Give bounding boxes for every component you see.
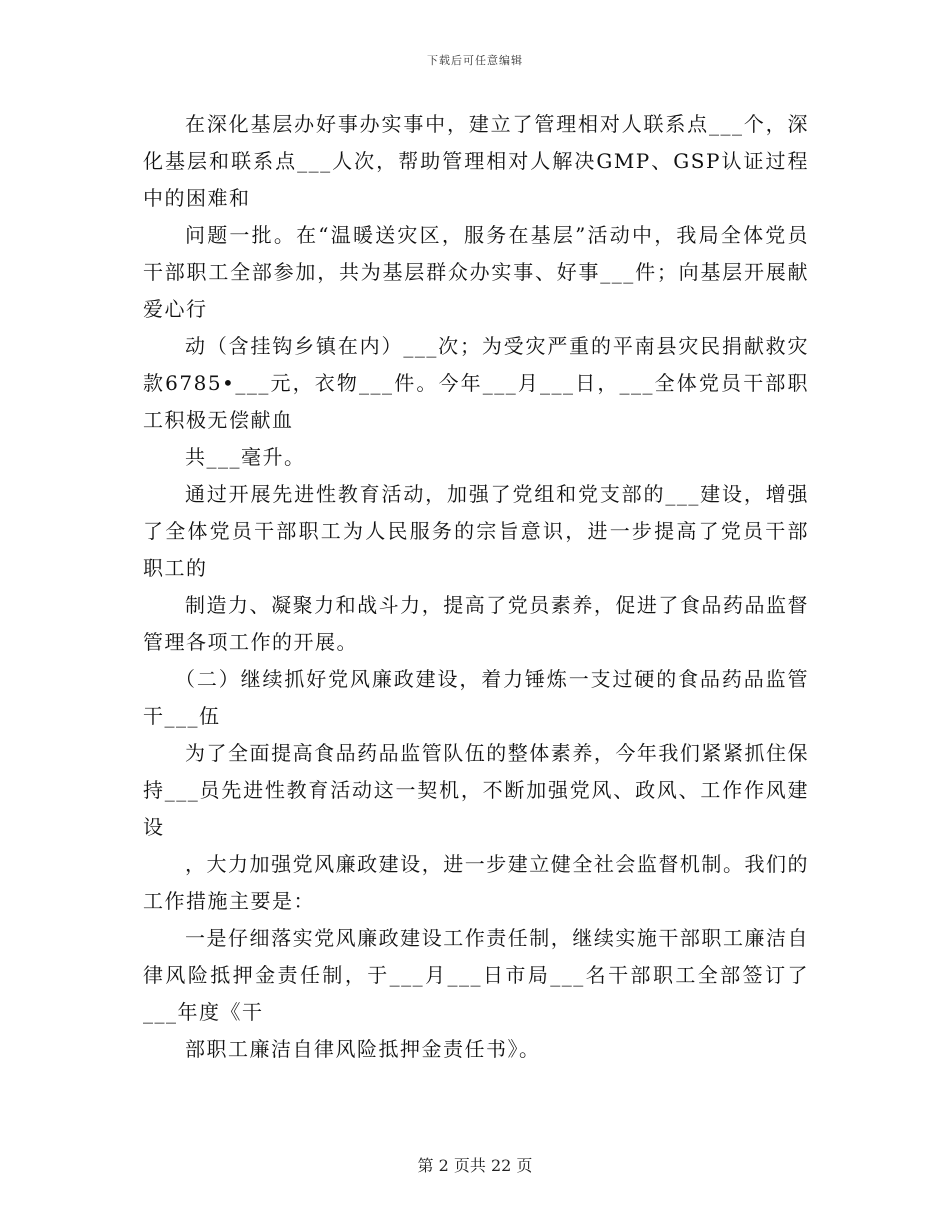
paragraph-8: ，大力加强党风廉政建设，进一步建立健全社会监督机制。我们的工作措施主要是： — [143, 852, 809, 913]
paragraph-10: 部职工廉洁自律风险抵押金责任书》。 — [185, 1037, 541, 1061]
document-body — [143, 106, 809, 1068]
page-number: 第 2 页共 22 页 — [417, 1156, 533, 1175]
paragraph-5: 通过开展先进性教育活动，加强了党组和党支部的___建设，增强了全体党员干部职工为人民服务的宗旨意识，进一步提高了党员干部职工的 — [143, 482, 809, 580]
page-header: 下载后可任意编辑 — [427, 54, 523, 67]
paragraph-1: 在深化基层办好事办实事中，建立了管理相对人联系点___个，深化基层和联系点___人次，帮助管理相对人解决GMP、GSP认证过程中的困难和 — [143, 112, 809, 210]
paragraph-2: 问题一批。在“温暖送灾区，服务在基层”活动中，我局全体党员干部职工全部参加，共为基层群众办实事、好事___件；向基层开展献爱心行 — [143, 223, 809, 321]
paragraph-9: 一是仔细落实党风廉政建设工作责任制，继续实施干部职工廉洁自律风险抵押金责任制，于___月___日市局___名干部职工全部签订了___年度《干 — [143, 926, 809, 1024]
section-heading-2: （二）继续抓好党风廉政建设，着力锤炼一支过硬的食品药品监管干___伍 — [143, 667, 809, 728]
paragraph-6: 制造力、凝聚力和战斗力，提高了党员素养，促进了食品药品监督管理各项工作的开展。 — [143, 593, 809, 654]
paragraph-3: 动（含挂钩乡镇在内）___次；为受灾严重的平南县灾民捐献救灾款6785•___元，衣物___件。今年___月___日，___全体党员干部职工积极无偿献血 — [143, 334, 809, 432]
paragraph-4: 共___毫升。 — [185, 445, 306, 469]
paragraph-7: 为了全面提高食品药品监管队伍的整体素养，今年我们紧紧抓住保持___员先进性教育活动这一契机，不断加强党风、政风、工作作风建设 — [143, 741, 809, 839]
